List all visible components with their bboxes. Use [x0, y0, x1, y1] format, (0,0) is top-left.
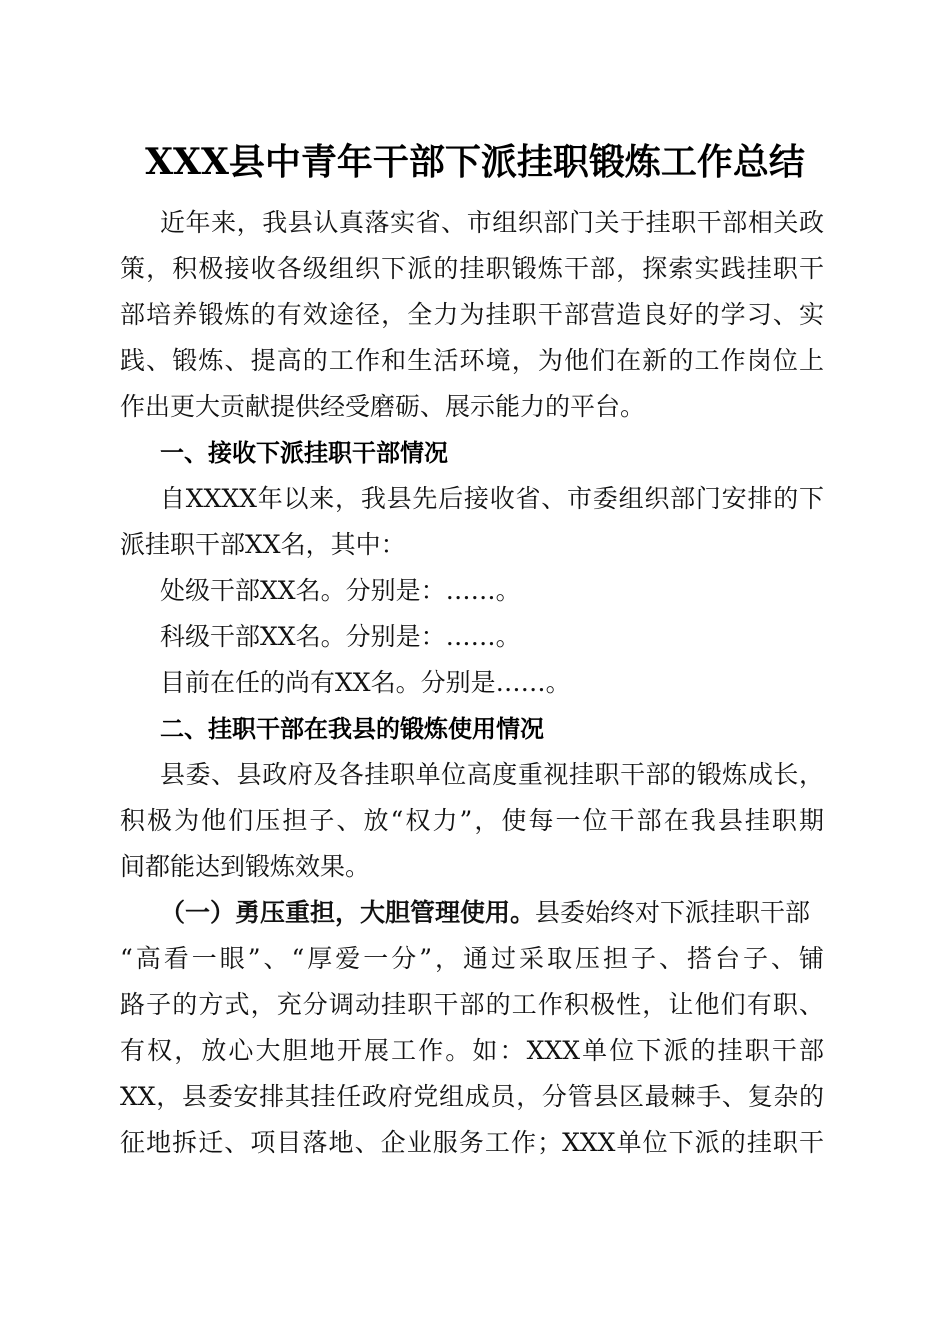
paragraph-line: 践、锻炼、提高的工作和生活环境，为他们在新的工作岗位上	[120, 346, 824, 375]
subsection-text: 县委始终对下派挂职干部	[535, 898, 811, 927]
paragraph-line: 部培养锻炼的有效途径，全力为挂职干部营造良好的学习、实	[120, 300, 824, 329]
paragraph-line: 积极为他们压担子、放“权力”，使每一位干部在我县挂职期	[120, 806, 824, 835]
paragraph-line: 科级干部XX名。分别是：……。	[160, 622, 521, 651]
paragraph-line: XX，县委安排其挂任政府党组成员，分管县区最棘手、复杂的	[120, 1082, 824, 1111]
subsection-heading: （一）勇压重担，大胆管理使用。	[160, 898, 536, 927]
paragraph-line: 间都能达到锻炼效果。	[120, 852, 371, 881]
paragraph-line: 自XXXX年以来，我县先后接收省、市委组织部门安排的下	[160, 484, 824, 513]
paragraph-line: 近年来，我县认真落实省、市组织部门关于挂职干部相关政	[160, 208, 824, 237]
paragraph-line: 目前在任的尚有XX名。分别是……。	[160, 668, 571, 697]
section-heading-1: 一、接收下派挂职干部情况	[160, 439, 448, 467]
document-title: XXX县中青年干部下派挂职锻炼工作总结	[145, 141, 805, 183]
paragraph-line: 有权，放心大胆地开展工作。如：XXX单位下派的挂职干部	[120, 1036, 824, 1065]
paragraph-line: 派挂职干部XX名，其中：	[120, 530, 406, 559]
paragraph-line: 路子的方式，充分调动挂职干部的工作积极性，让他们有职、	[120, 990, 824, 1019]
paragraph-line: 县委、县政府及各挂职单位高度重视挂职干部的锻炼成长，	[160, 760, 824, 789]
paragraph-line: 策，积极接收各级组织下派的挂职锻炼干部，探索实践挂职干	[120, 254, 824, 283]
paragraph-line: “高看一眼”、“厚爱一分”，通过采取压担子、搭台子、铺	[120, 944, 824, 973]
paragraph-line: 处级干部XX名。分别是：……。	[160, 576, 521, 605]
section-heading-2: 二、挂职干部在我县的锻炼使用情况	[160, 715, 544, 743]
paragraph-line: 征地拆迁、项目落地、企业服务工作；XXX单位下派的挂职干	[120, 1128, 824, 1157]
paragraph-line: 作出更大贡献提供经受磨砺、展示能力的平台。	[120, 392, 646, 421]
subsection-line	[160, 893, 824, 933]
